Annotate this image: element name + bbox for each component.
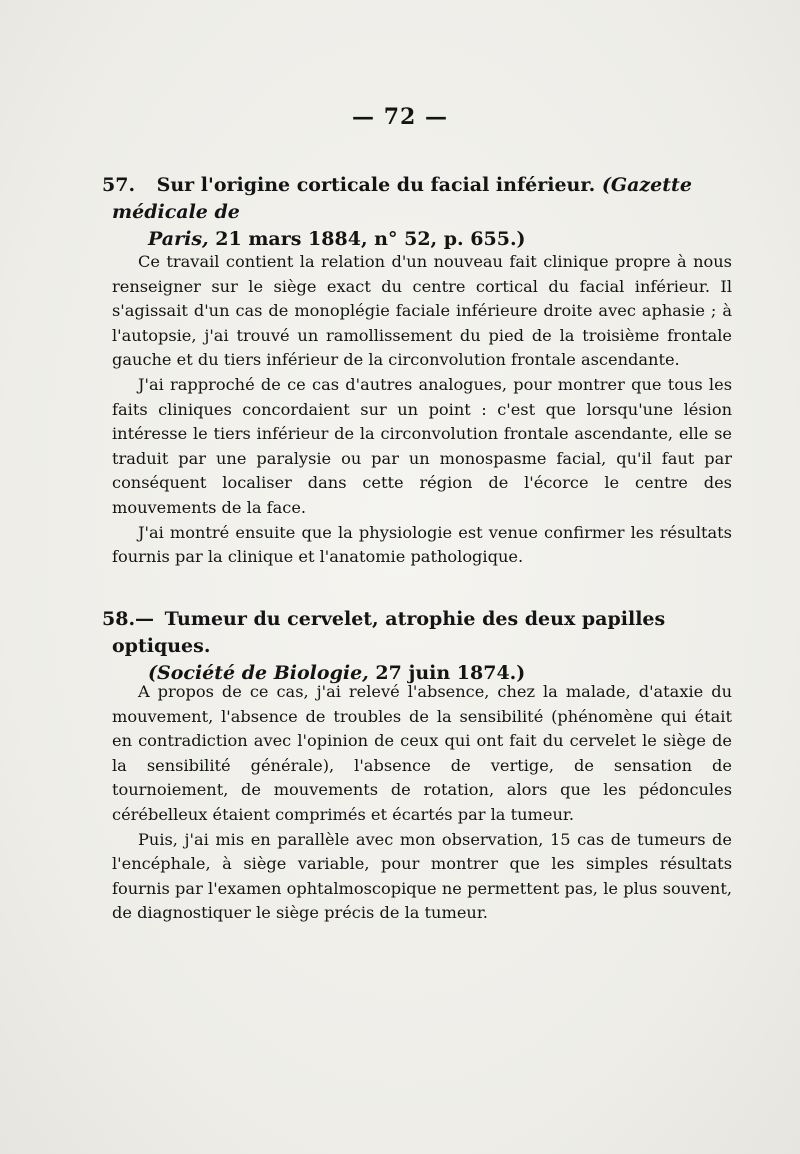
entry-57-source-journal: (Gazette médicale de [112,174,692,223]
page-number: — 72 — [352,104,448,130]
entry-57-heading [102,172,732,253]
entry-58-heading [102,606,732,687]
entry-57-number: 57. [102,174,136,196]
entry-58-paragraph-1: A propos de ce cas, j'ai relevé l'absence, chez la malade, d'ataxie du mouvement, l'absence de troubles de la sensibilité (phénomène qui était en contradiction avec l'opinion de ceux qui ont fait du cervelet le siège de la sensibilité générale), l'absence de vertige, de sensation de tournoiement, de mouvements de rotation, alors que les pédoncules cérébelleux étaient comprimés et écartés par la tumeur. [112,682,732,824]
entry-58-body [112,680,732,926]
entry-57-body [112,250,732,570]
entry-57-source-city: Paris, [148,228,209,250]
entry-57-paragraph-2: J'ai rapproché de ce cas d'autres analogues, pour montrer que tous les faits cliniques concordaient sur un point : c'est que lorsqu'une lésion intéresse le tiers inférieur de la circonvolution frontale ascendante, elle se traduit par une paralysie ou par un monospasme facial, qu'il faut par conséquent localiser dans cette région de l'écorce le centre des mouvements de la face. [112,374,732,517]
entry-57-paragraph-3: J'ai montré ensuite que la physiologie est venue confirmer les résultats fournis par la clinique et l'anatomie pathologique. [112,522,732,567]
entry-58-title: Tumeur du cervelet, atrophie des deux papilles optiques. [112,608,666,657]
entry-57-source-line [112,226,732,253]
entry-58-paragraph-2: Puis, j'ai mis en parallèle avec mon observation, 15 cas de tumeurs de l'encéphale, à siège variable, pour montrer que les simples résultats fournis par l'examen ophtalmoscopique ne permettent pas, le plus souvent, de diagnostiquer le siège précis de la tumeur. [112,829,732,923]
entry-58-source-journal: (Société de Biologie, [148,662,369,684]
entry-57-source-date: 21 mars 1884, n° 52, p. 655.) [215,228,526,250]
entry-58-source-date: 27 juin 1874.) [375,662,526,684]
entry-58-number: 58.— [102,608,155,630]
entry-57-paragraph-1: Ce travail contient la relation d'un nouveau fait clinique propre à nous renseigner sur le siège exact du centre cortical du facial inférieur. Il s'agissait d'un cas de monoplégie faciale inférieure droite avec aphasie ; à l'autopsie, j'ai trouvé un ramollissement du pied de la troisième frontale gauche et du tiers inférieur de la circonvolution frontale ascendante. [112,252,732,370]
entry-57-title: Sur l'origine corticale du facial inférieur. [156,174,596,196]
